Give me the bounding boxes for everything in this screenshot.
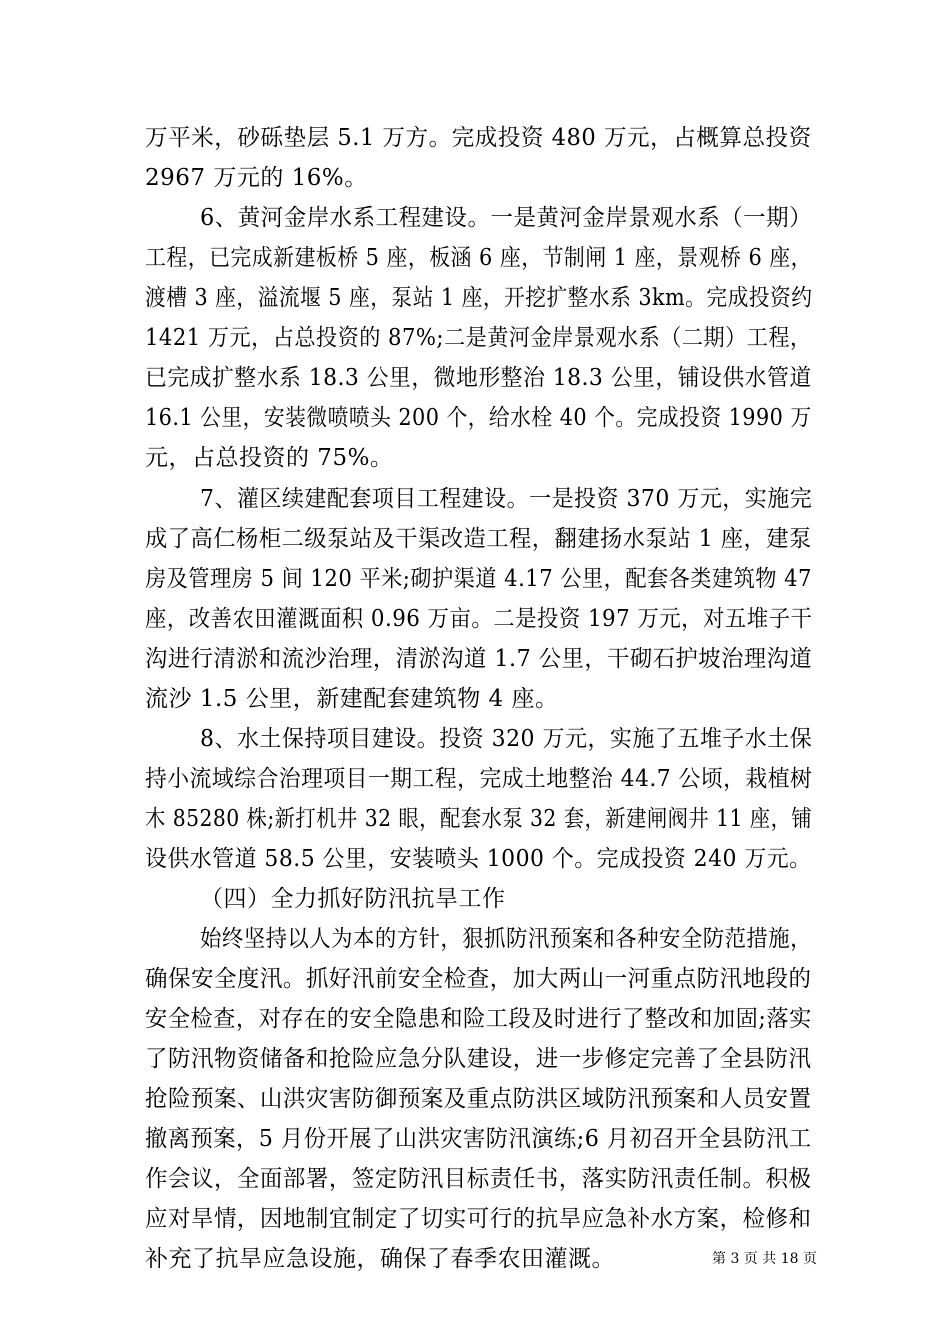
text-line: 安全检查，对存在的安全隐患和险工段及时进行了整改和加固;落实 [145,1006,812,1032]
text-line: 抢险预案、山洪灾害防御预案及重点防洪区域防汛预案和人员安置 [145,1086,812,1112]
text-line: 作会议，全面部署，签定防汛目标责任书，落实防汛责任制。积极 [145,1166,812,1192]
text-line: 8、水土保持项目建设。投资 320 万元，实施了五堆子水土保 [200,726,813,752]
text-line: 座，改善农田灌溉面积 0.96 万亩。二是投资 197 万元，对五堆子干 [145,606,813,632]
text-line: 持小流域综合治理项目一期工程，完成土地整治 44.7 公顷，栽植树 [145,766,813,792]
text-line: 设供水管道 58.5 公里，安装喷头 1000 个。完成投资 240 万元。 [145,846,812,872]
text-line: 16.1 公里，安装微喷喷头 200 个，给水栓 40 个。完成投资 1990 万 [145,405,812,431]
text-line: 流沙 1.5 公里，新建配套建筑物 4 座。 [145,686,559,712]
text-line: 1421 万元，占总投资的 87%;二是黄河金岸景观水系（二期）工程， [145,325,812,351]
text-line: 2967 万元的 16%。 [145,165,368,191]
text-line: 7、灌区续建配套项目工程建设。一是投资 370 万元，实施完 [200,486,813,512]
text-line: 渡槽 3 座，溢流堰 5 座，泵站 1 座，开挖扩整水系 3km。完成投资约 [145,285,813,311]
page-number-footer: 第 3 页 共 18 页 [712,1251,817,1267]
text-line: 应对旱情，因地制宜制定了切实可行的抗旱应急补水方案，检修和 [145,1206,812,1232]
text-line: 万平米，砂砾垫层 5.1 万方。完成投资 480 万元，占概算总投资 [145,125,812,151]
text-line: 工程，已完成新建板桥 5 座，板涵 6 座，节制闸 1 座，景观桥 6 座， [145,245,813,271]
text-line: 确保安全度汛。抓好汛前安全检查，加大两山一河重点防汛地段的 [145,966,812,992]
text-line: 撤离预案，5 月份开展了山洪灾害防汛演练;6 月初召开全县防汛工 [145,1126,812,1152]
text-line: 成了高仁杨柜二级泵站及干渠改造工程，翻建扬水泵站 1 座，建泵 [145,526,812,552]
text-line: 了防汛物资储备和抢险应急分队建设，进一步修定完善了全县防汛 [145,1046,812,1072]
text-line: 6、黄河金岸水系工程建设。一是黄河金岸景观水系（一期） [200,205,813,231]
text-line: 始终坚持以人为本的方针，狠抓防汛预案和各种安全防范措施， [200,926,813,952]
text-line: 木 85280 株;新打机井 32 眼，配套水泵 32 套，新建闸阀井 11 座，铺 [145,806,813,832]
text-line: 元，占总投资的 75%。 [145,445,394,471]
text-line: 已完成扩整水系 18.3 公里，微地形整治 18.3 公里，铺设供水管道 [145,365,812,391]
text-line: 沟进行清淤和流沙治理，清淤沟道 1.7 公里，干砌石护坡治理沟道 [145,646,813,672]
section-heading: （四）全力抓好防汛抗旱工作 [200,886,506,912]
text-line: 补充了抗旱应急设施，确保了春季农田灌溉。 [145,1246,615,1272]
text-line: 房及管理房 5 间 120 平米;砌护渠道 4.17 公里，配套各类建筑物 47 [145,566,812,592]
